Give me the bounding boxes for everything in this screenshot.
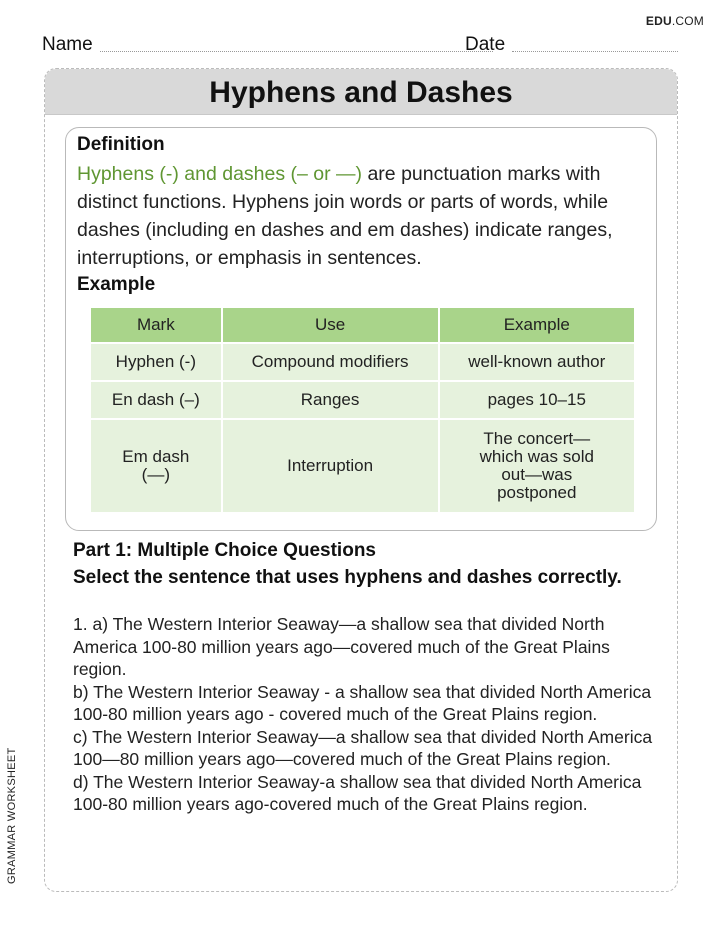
date-label: Date — [465, 34, 506, 55]
part1-title: Part 1: Multiple Choice Questions — [73, 540, 376, 561]
table-row — [90, 381, 635, 419]
worksheet-card — [44, 68, 678, 892]
table-header-row — [90, 307, 635, 343]
definition-box — [65, 127, 657, 531]
question-1 — [73, 613, 665, 816]
table-cell: The concert—which was sold out—was postponed — [439, 419, 635, 513]
worksheet-title: Hyphens and Dashes — [45, 69, 677, 115]
table-cell: Interruption — [222, 419, 439, 513]
example-table — [89, 306, 636, 514]
table-cell: En dash (–) — [90, 381, 222, 419]
question-number: 1. — [73, 614, 88, 634]
table-header-cell: Mark — [90, 307, 222, 343]
part1-instruction: Select the sentence that uses hyphens and dashes correctly. — [73, 567, 622, 588]
definition-heading: Definition — [77, 134, 165, 155]
table-header-cell: Example — [439, 307, 635, 343]
name-date-row — [42, 34, 678, 56]
table-header-cell: Use — [222, 307, 439, 343]
table-cell: Em dash (—) — [90, 419, 222, 513]
definition-body: are punctuation marks with distinct functions. Hyphens join words or parts of words, while dashes (including en dashes and em dashes) indicate ranges, interruptions, or emphasis in sentences. — [77, 163, 613, 269]
table-cell: pages 10–15 — [439, 381, 635, 419]
table-cell: Ranges — [222, 381, 439, 419]
date-field[interactable] — [512, 51, 678, 52]
table-row — [90, 343, 635, 381]
name-field[interactable] — [100, 51, 493, 52]
answer-option-c[interactable]: c) The Western Interior Seaway—a shallow sea that divided North America 100—80 million years ago—covered much of the Great Plains region. — [73, 726, 653, 769]
side-label: GRAMMAR WORKSHEET — [6, 747, 18, 884]
answer-option-b[interactable]: b) The Western Interior Seaway - a shallow sea that divided North America 100-80 million years ago - covered much of the Great Plains region. — [73, 681, 652, 724]
brand-logo: EDU.COM — [645, 14, 704, 28]
table-cell: Compound modifiers — [222, 343, 439, 381]
answer-option-a[interactable] — [73, 613, 665, 681]
table-row — [90, 419, 635, 513]
part1-heading — [73, 537, 622, 591]
table-cell: well-known author — [439, 343, 635, 381]
table-cell: Hyphen (-) — [90, 343, 222, 381]
name-label: Name — [42, 34, 93, 55]
option-text: a) The Western Interior Seaway—a shallow sea that divided North America 100-80 million years ago—covered much of the Great Plains region. — [73, 614, 610, 679]
example-heading: Example — [77, 274, 156, 295]
definition-text — [77, 160, 649, 272]
answer-option-d[interactable]: d) The Western Interior Seaway-a shallow sea that divided North America 100-80 million years ago-covered much of the Great Plains region. — [73, 771, 642, 814]
definition-highlight: Hyphens (-) and dashes (– or —) — [77, 163, 363, 185]
